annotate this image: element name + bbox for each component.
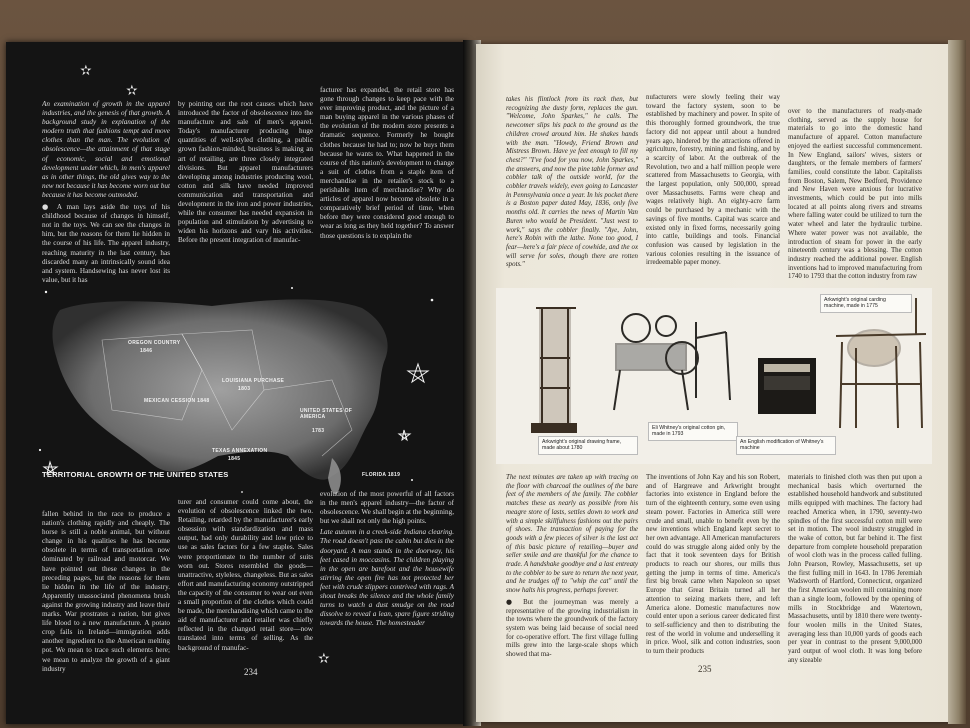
left-page <box>6 42 468 724</box>
map-label-oregon-year: 1846 <box>140 348 153 354</box>
map-label-louisiana-year: 1803 <box>238 386 251 392</box>
column-text-italic: takes his flintlock from its rack then, but recognizing the dusty form, replaces the gun. "Welcome, John Sparkes," he calls. The newcomer slips his pack to the ground as the children crowd around him. He shakes hands with the man. "Howdy, Friend Brown and Mistress Brown. Have ye feet enough to fill my chest?" "I've food for you now, John Sparkes," the answers, and now the pine table former and cobbler talk of the outside world, for the cobbler travels widely, even going to Lancaster in Pennsylvania once a year. In his pocket there is a Boston paper dated May, 1836, only five months old. It carries the news of Martin Van Buren who would be President. "Just west to work," says the cobbler finally. "Aye, John, here's Robin with the lathe. None too good, I fear—here's a fair piece of cowhide, and the ox will serve for soles, though there are rotten spots." <box>506 96 638 269</box>
left-column-2 <box>178 100 313 290</box>
column-text: by pointing out the root causes which have introduced the factor of obsolescence into the manufacture and sale of men's apparel. Today's manufacturer producing huge quantities of well-styled clothing, a public grown fashion-minded, business is making an art of retailing, are three closely integrated divisions. But apparel manufacturers developing among industries producing wool, cotton and silk have needed improved communication and transportation and development in the iron and power industries, while the consumer has needed expansion in population and stimulation by advertising to widen his horizons and vary his activities. Before the present integration of manufac- <box>178 100 313 245</box>
carding-machine <box>836 298 926 428</box>
bullet-icon: ● <box>506 597 524 606</box>
left-column-1 <box>42 100 170 300</box>
map-label-florida: FLORIDA 1819 <box>362 472 401 478</box>
caption-drawing-frame: Arkwright's original drawing frame, made about 1780 <box>538 436 638 455</box>
right-page <box>476 44 950 722</box>
page-number-left: 234 <box>244 667 258 677</box>
right-bottom-column-1 <box>506 474 638 670</box>
bullet-icon: ● <box>42 202 57 212</box>
column-text: ● But the journeyman was merely a representative of the growing industrialism in the towns where the groundwork of the factory system was being laid because of social need for co-operative effort. The first village fulling mills grew into the large-scale shops which showed that ma- <box>506 597 638 659</box>
column-text-italic: The next minutes are taken up with tracing on the floor with charcoal the outlines of the bare feet of the members of the family. The cobbler matches these as nearly as possible from his meagre store of lasts, settles down to work and with a simple skillfulness fashions out the pairs of shoes. The transaction of paying for the goods with a few pieces of silver is the last act of this basic picture of retailing—buyer and seller smile and are thankful for the chance to trade. A handshake goodbye and a last entreaty to the cobbler to be sure to return the next year, and he trudges off to "whip the cat" until the snow halts his progress, perhaps forever. <box>506 474 638 595</box>
cotton-gin-machine <box>614 314 730 410</box>
column-text-italic: Late autumn in a creek-side Indiana clearing. The road doesn't pass the cabin but dies in the dooryard. A man stands in the doorway, his feet cased in moccasins. The children playing in the open are barefoot and the housewife stirring the open fire has not protected her feet with crude slippers contrived with rags. A shout breaks the silence and the whole family turns to watch a dust smudge on the road dissolve to reveal a lean, spare figure striding towards the house. The homesteader <box>320 528 454 628</box>
page-number-right: 235 <box>698 664 712 674</box>
right-bottom-column-2 <box>646 474 780 670</box>
column-text: over to the manufacturers of ready-made clothing, served as the supply house for materials to go into the domestic hand manufacture of apparel. Cotton manufacture enjoyed the earliest successful commencement. In New England, sailors' wives, sisters or daughters, or the female members of farmers' families, could constitute the labor. Capitalists from Boston, Salem, New Bedford, Providence and New Haven were anxious for lucrative investments, which could be put into mills located at all points along rivers and streams where falling water could be utilized to turn the water wheel and later the hydraulic turbine. Where water power was not available, the introduction of steam for power in the early nineteenth century was a blessing. The cotton industry reached the additional power. English inventions had to improved manufacturing from 1740 to 1793 that the cotton industry from raw <box>788 108 922 281</box>
map-label-oregon: OREGON COUNTRY <box>128 340 181 346</box>
star-icon: ✫ <box>126 83 138 99</box>
book-edge <box>948 40 966 724</box>
intro-italic: An examination of growth in the apparel industries, and the genesis of that growth. A background study in explanation of the modern truth that fashions tempt and move clothes than the man. The evolution of obsolescence—the attainment of that stage of economic, social and emotional development under which, in men's apparel as in other things, the old gives way to the new not because it has become worn out but because it has become outmoded. <box>42 100 170 199</box>
map-label-texas: TEXAS ANNEXATION <box>212 448 268 454</box>
map-title: TERRITORIAL GROWTH OF THE UNITED STATES <box>42 470 229 479</box>
column-text: fallen behind in the race to produce a nation's clothing rapidly and cheaply. The horse is still a noble animal, but without change in his qualities he has become obsolete in terms of transportation now dominated by railroad and motorcar. We have pointed out these changes in the preceding pages, but the reasons for them lie hidden in the life of the industry. Apparently unassociated phenomena brush against the growing industry and leave their marks. War prostrates a nation, but gives life blood to a new manufacture. A potato crop fails in Ireland—immigration adds another ingredient to the American melting pot. We mean to trace such elements here; we mean to analyze the growth of a giant industry <box>42 510 170 673</box>
map-label-mexican: MEXICAN CESSION 1848 <box>144 398 210 404</box>
column-text: nufacturers were slowly feeling their way toward the factory system, soon to be established by machinery and power. In spite of this thoroughly formed groundwork, the true factory did not appear until about a hundred years ago, hindered by the attractions offered in agriculture, forestry, mining and fishing, and by a scarcity of labor. At the outbreak of the Revolution, two and a half million people were scattered from Massachusetts to Georgia, with the largest population, only 500,000, spread over Massachusetts. Farms were cheap and wages relatively high. An eighty-acre farm could be purchased by a mechanic with the savings of five months. Capital was scarce and existed only in fixed forms, necessarily going into cattle, buildings and tools. Financial confusion was caused by legislation in the various colonies resulting in the issuance of irredeemable paper money. <box>646 94 780 267</box>
column-text: evolution of the most powerful of all factors in the men's apparel industry—the factor of obsolescence. We shall begin at the beginning, but we shall not only the high points. <box>320 490 454 526</box>
left-bottom-column-3 <box>320 490 454 676</box>
caption-english-model: An English modification of Whitney's machine <box>736 436 836 455</box>
drawing-frame-machine <box>532 308 576 432</box>
map-label-louisiana: LOUISIANA PURCHASE <box>222 378 285 384</box>
territorial-growth-map <box>32 280 444 502</box>
map-label-usa-year: 1783 <box>312 428 325 434</box>
caption-carding-machine: Arkwright's original carding machine, made in 1775 <box>820 294 912 313</box>
column-text: ● A man lays aside the toys of his childhood because of changes in himself, not in the toys. We can see the changes in him, but the reasons for them lie hidden in the course of his life. The apparel industry, reaching maturity in the last century, has discarded many an intrinsically sound idea and system. Handsewing has never lost its value, but it has <box>42 202 170 284</box>
column-text: materials to finished cloth was then put upon a mechanical basis which overturned the established household handwork and substituted mills equipped with machines. The factory had reached America when, in 1790, seventy-two spindles of the first successful cotton mill were set in motion. The wool industry struggled in the wake of cotton, but far behind it. The first departure from complete household preparation of wool cloth was in the process called fulling. John Pearson, Rowley, Massachusetts, set up the first fulling mill in 1643. In 1786 Jeremiah Wadsworth of Hartford, Connecticut, organized the first American woolen mill containing more than a single loom, followed by the opening of mills in Stockbridge and Watertown, Massachusetts, until by 1810 there were twenty-four woolen mills in the United States, averaging less than 10,000 yards of goods each per year in contrast to the present 9,000,000 yard output of wool cloth. It was long before any sizeable <box>788 474 922 664</box>
right-column-3 <box>788 108 922 284</box>
column-text: The inventions of John Kay and his son Robert, and of Hargreave and Arkwright brought factories into existence in England before the turn of the eighteenth century, some even using steam power. Factories in America still were crude and small, unable to benefit even by the new inventions which England kept secret to her own advantage. All American manufacturers could do was struggle along aided only by the fact that it took seventeen days for British products to reach our shores, our mills thus getting the jump in terms of time. America's first big break came when Napoleon so upset Europe that Great Britain turned all her attention to seizing markets there, and left America alone. Domestic manufactures now could enter upon a serious career dedicated first to self-sufficiency and then to distributing the rest of the world in volume and underselling it in price. Wool, silk and cotton industries, soon to turn their products <box>646 474 780 656</box>
right-column-1 <box>506 96 638 282</box>
caption-cotton-gin: Eli Whitney's original cotton gin, made in 1793 <box>648 422 738 441</box>
map-label-texas-year: 1845 <box>228 456 241 462</box>
english-model-machine <box>758 358 816 414</box>
machines-photo-strip <box>496 288 932 464</box>
left-bottom-column-1 <box>42 510 170 710</box>
left-column-3 <box>320 86 454 286</box>
right-column-2 <box>646 94 780 280</box>
column-text: facturer has expanded, the retail store has gone through changes to keep pace with the ever improving product, and the picture of a man buying apparel in the various phases of the evolution of the modern store presents a dramatic sequence. Formerly he bought clothes because he had to; now he buys them because he wants to. What happened in the course of this nation's development to change a suit of clothes from a staple item of merchandise in the retailer's stock to a perishable item of merchandise? Why do articles of apparel now become obsolete in a comparatively brief period of time, when before they were considered good enough to wear as long as they held together? To answer those questions is to explain the <box>320 86 454 240</box>
map-label-usa: UNITED STATES OF AMERICA <box>300 408 353 420</box>
star-icon: ✫ <box>318 651 330 667</box>
star-icon: ✫ <box>80 63 92 79</box>
column-text: turer and consumer could come about, the evolution of obsolescence linked the two. Retailing, retarded by the manufacturer's early obsession with standardization and mass output, had only durability and low price to use as sales factors for a few staples. Sales were proportionate to the number of suits worn out. Stores resembled the goods—unattractive, styleless, changeless. But as sales effort and manufacturing economy outstripped the capacity of the consumer to wear out even a small proportion of the clothes which could be made, the merchandising which came to the aid of manufacturer and retailer was chiefly reflected in the changed retail store—now translated into terms of selling. As the background of manufac- <box>178 498 313 652</box>
right-bottom-column-3 <box>788 474 922 670</box>
